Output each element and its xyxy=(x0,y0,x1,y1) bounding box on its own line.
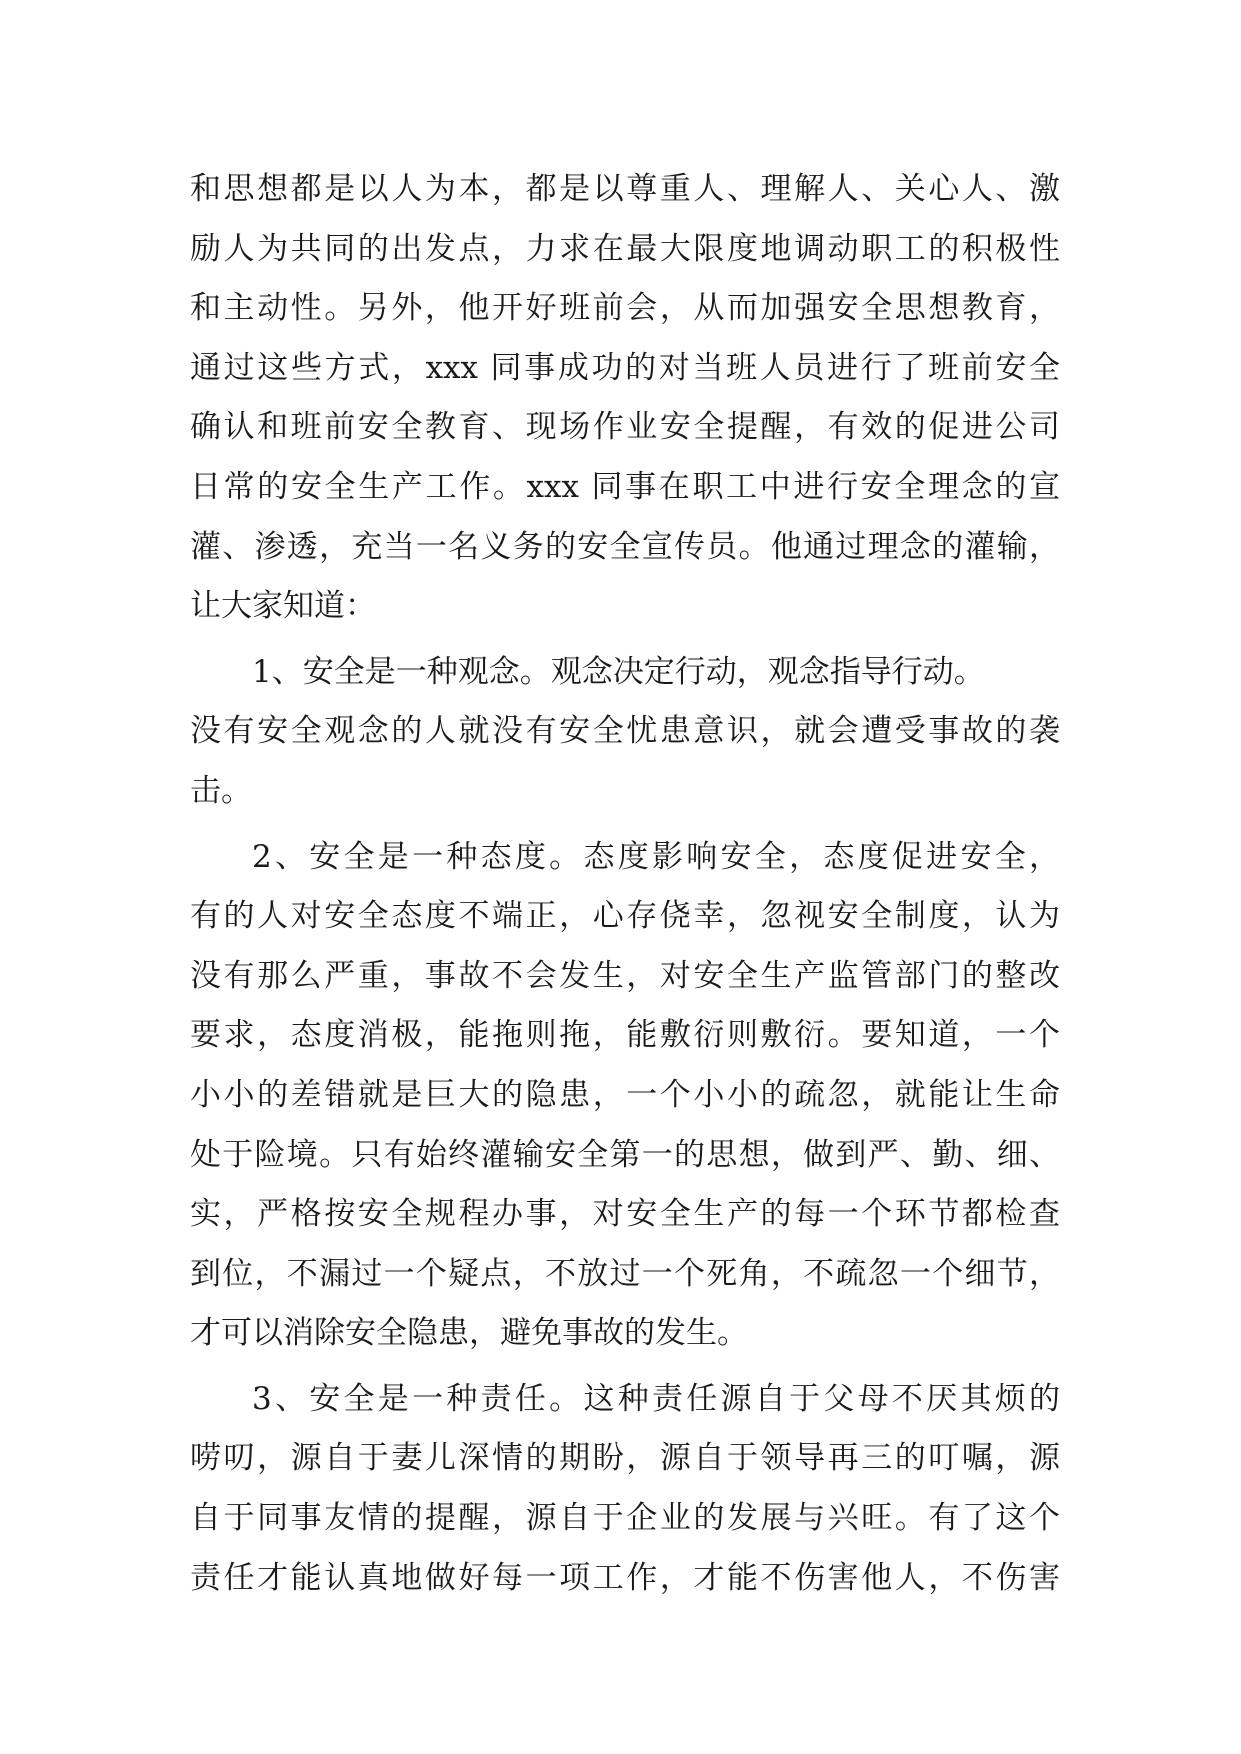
paragraph-point-1 xyxy=(190,643,1060,822)
text-line: 击。 xyxy=(190,772,252,809)
text-line: 和主动性。另外，他开好班前会，从而加强安全思想教育， xyxy=(190,290,1060,327)
text-line: 让大家知道： xyxy=(190,588,376,625)
text-line: 有的人对安全态度不端正，心存侥幸，忽视安全制度，认为 xyxy=(190,898,1060,935)
document-body xyxy=(190,160,1060,1608)
text-line: 2、安全是一种态度。态度影响安全，态度促进安全， xyxy=(252,838,1060,875)
text-line: 灌、渗透，充当一名义务的安全宣传员。他通过理念的灌输， xyxy=(190,528,1060,565)
text-line: 要求，态度消极，能拖则拖，能敷衍则敷衍。要知道，一个 xyxy=(190,1017,1060,1054)
text-line: 处于险境。只有始终灌输安全第一的思想，做到严、勤、细、 xyxy=(190,1136,1060,1173)
text-line: 确认和班前安全教育、现场作业安全提醒，有效的促进公司 xyxy=(190,409,1060,446)
text-line: 到位，不漏过一个疑点，不放过一个死角，不疏忽一个细节， xyxy=(190,1255,1060,1292)
text-line: 自于同事友情的提醒，源自于企业的发展与兴旺。有了这个 xyxy=(190,1500,1060,1537)
text-line: 没有安全观念的人就没有安全忧患意识，就会遭受事故的袭 xyxy=(190,713,1060,750)
text-line: 励人为共同的出发点，力求在最大限度地调动职工的积极性 xyxy=(190,230,1060,267)
text-line: 实，严格按安全规程办事，对安全生产的每一个环节都检查 xyxy=(190,1196,1060,1233)
text-line: 通过这些方式，xxx 同事成功的对当班人员进行了班前安全 xyxy=(190,349,1060,386)
text-line: 1、安全是一种观念。观念决定行动，观念指导行动。 xyxy=(252,653,985,690)
text-line: 3、安全是一种责任。这种责任源自于父母不厌其烦的 xyxy=(252,1380,1060,1417)
text-line: 小小的差错就是巨大的隐患，一个小小的疏忽，就能让生命 xyxy=(190,1076,1060,1113)
paragraph-point-2 xyxy=(190,828,1060,1364)
text-line: 没有那么严重，事故不会发生，对安全生产监管部门的整改 xyxy=(190,957,1060,994)
text-line: 唠叨，源自于妻儿深情的期盼，源自于领导再三的叮嘱，源 xyxy=(190,1440,1060,1477)
text-line: 责任才能认真地做好每一项工作，才能不伤害他人，不伤害 xyxy=(190,1559,1060,1596)
text-line: 才可以消除安全隐患，避免事故的发生。 xyxy=(190,1315,748,1352)
text-line: 和思想都是以人为本，都是以尊重人、理解人、关心人、激 xyxy=(190,171,1060,207)
paragraph-point-3 xyxy=(190,1370,1060,1608)
text-line: 日常的安全生产工作。xxx 同事在职工中进行安全理念的宣 xyxy=(190,468,1060,505)
paragraph-intro xyxy=(190,160,1060,637)
